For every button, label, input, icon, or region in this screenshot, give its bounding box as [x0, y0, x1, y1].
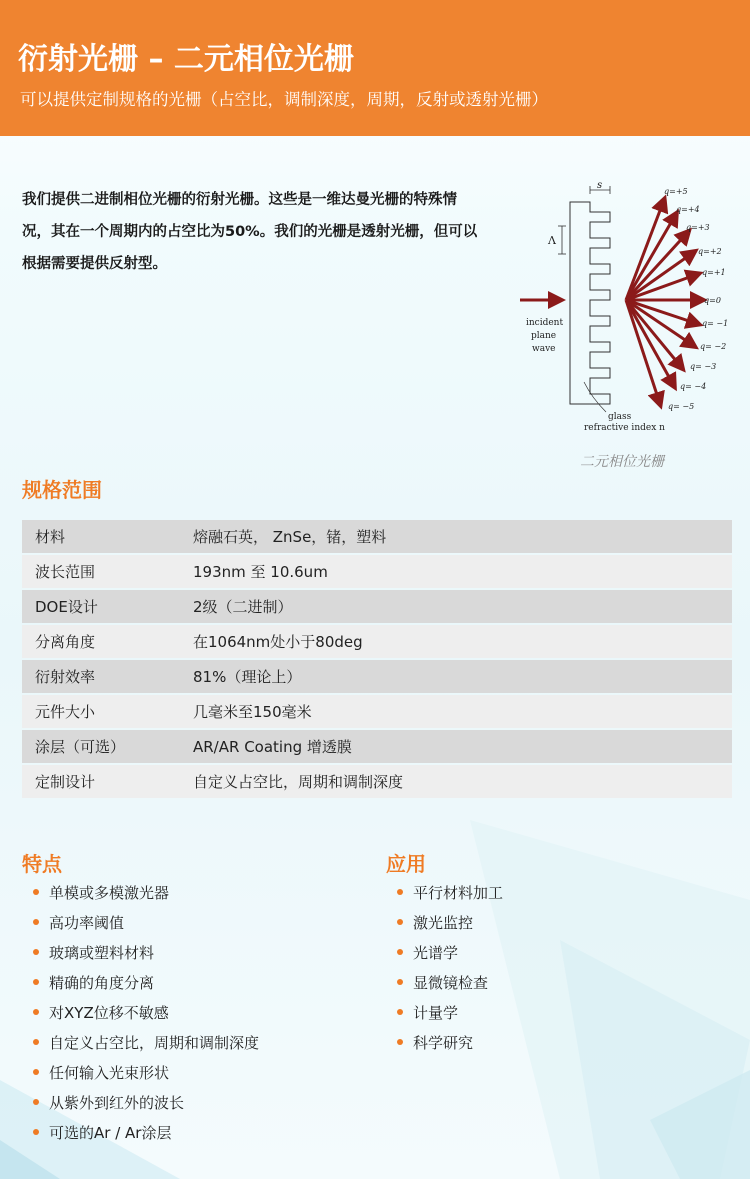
- spec-key: 材料: [35, 528, 66, 546]
- bullet-icon: [397, 949, 403, 955]
- incident-label-line3: wave: [532, 344, 556, 354]
- bullet-icon: [397, 919, 403, 925]
- features-item: [33, 1087, 259, 1117]
- incident-label-line2: plane: [531, 331, 557, 341]
- page-subtitle: 可以提供定制规格的光栅（占空比，调制深度，周期，反射或透射光栅）: [20, 90, 548, 109]
- spec-value: 自定义占空比，周期和调制深度: [193, 773, 404, 791]
- applications-item-label: 显微镜检查: [413, 973, 489, 992]
- spec-value: 在1064nm处小于80deg: [193, 633, 363, 651]
- glass-label-line1: glass: [608, 412, 632, 422]
- specs-heading: 规格范围: [22, 478, 102, 502]
- features-item-label: 可选的Ar / Ar涂层: [49, 1123, 172, 1142]
- bullet-icon: [397, 889, 403, 895]
- features-item-label: 单模或多模激光器: [49, 883, 170, 902]
- features-item-label: 从紫外到红外的波长: [49, 1093, 185, 1112]
- bullet-icon: [33, 979, 39, 985]
- spec-value: AR/AR Coating 增透膜: [193, 738, 352, 756]
- spec-value: 193nm 至 10.6um: [193, 563, 328, 581]
- bullet-icon: [397, 1039, 403, 1045]
- applications-item: [397, 937, 503, 967]
- spec-key: 衍射效率: [35, 668, 96, 686]
- applications-item: [397, 1027, 503, 1057]
- applications-item: [397, 877, 503, 907]
- features-item: [33, 967, 259, 997]
- order-label: q=+4: [676, 205, 700, 214]
- features-list: [33, 877, 259, 1147]
- order-label: q=+1: [702, 268, 726, 277]
- diagram-caption: 二元相位光栅: [580, 454, 664, 470]
- features-item-label: 玻璃或塑料材料: [49, 943, 155, 962]
- bullet-icon: [33, 949, 39, 955]
- spec-key: 分离角度: [35, 633, 96, 651]
- features-item-label: 任何输入光束形状: [49, 1063, 170, 1082]
- binary-grating-diagram: [514, 176, 740, 436]
- order-arrows: [626, 187, 728, 411]
- period-s-label: s: [597, 180, 603, 191]
- features-item-label: 自定义占空比，周期和调制深度: [49, 1033, 260, 1052]
- order-label: q=+2: [698, 247, 722, 256]
- applications-item-label: 光谱学: [413, 943, 459, 962]
- order-label: q=+5: [664, 187, 688, 196]
- features-item: [33, 1057, 259, 1087]
- spec-key: 元件大小: [35, 703, 96, 721]
- page-header: [0, 0, 750, 136]
- applications-item: [397, 967, 503, 997]
- intro-paragraph: 我们提供二进制相位光栅的衍射光栅。这些是一维达曼光栅的特殊情况，其在一个周期内的占空比为50%。我们的光栅是透射光栅，但可以根据需要提供反射型。: [22, 192, 478, 272]
- spec-row: [22, 730, 732, 763]
- spec-value: 几毫米至150毫米: [193, 703, 312, 721]
- bullet-icon: [33, 1129, 39, 1135]
- features-item-label: 对XYZ位移不敏感: [49, 1003, 169, 1022]
- features-item-label: 精确的角度分离: [49, 973, 155, 992]
- applications-item-label: 平行材料加工: [413, 883, 504, 902]
- spec-row: [22, 520, 732, 553]
- bullet-icon: [397, 1009, 403, 1015]
- features-item: [33, 1117, 259, 1147]
- bullet-icon: [33, 889, 39, 895]
- order-label: q= −5: [668, 402, 695, 411]
- applications-heading: 应用: [386, 852, 426, 876]
- features-item-label: 高功率阈值: [49, 913, 125, 932]
- glass-label-line2: refractive index n: [584, 423, 665, 433]
- bullet-icon: [33, 1069, 39, 1075]
- spec-row: [22, 765, 732, 798]
- bullet-icon: [33, 1009, 39, 1015]
- bullet-icon: [33, 1039, 39, 1045]
- lambda-label: Λ: [548, 234, 556, 247]
- spec-table: [22, 520, 732, 800]
- features-item: [33, 877, 259, 907]
- spec-key: 涂层（可选）: [35, 738, 126, 756]
- order-label: q= −2: [700, 342, 727, 351]
- spec-key: DOE设计: [35, 598, 98, 616]
- features-item: [33, 937, 259, 967]
- spec-value: 熔融石英， ZnSe，锗，塑料: [193, 528, 387, 546]
- features-item: [33, 907, 259, 937]
- incident-label-line1: incident: [526, 318, 564, 328]
- spec-value: 81%（理论上）: [193, 668, 302, 686]
- bullet-icon: [33, 1099, 39, 1105]
- spec-row: [22, 625, 732, 658]
- order-label: q=+3: [686, 223, 710, 232]
- grating-profile: [570, 202, 610, 404]
- applications-item-label: 激光监控: [413, 913, 474, 932]
- page-title: 衍射光栅 – 二元相位光栅: [18, 42, 354, 77]
- order-label: q= −1: [702, 319, 729, 328]
- order-label: q=0: [704, 296, 721, 305]
- bullet-icon: [397, 979, 403, 985]
- spec-row: [22, 590, 732, 623]
- order-label: q= −4: [680, 382, 707, 391]
- spec-row: [22, 695, 732, 728]
- order-label: q= −3: [690, 362, 717, 371]
- spec-row: [22, 555, 732, 588]
- spec-key: 定制设计: [35, 773, 96, 791]
- bullet-icon: [33, 919, 39, 925]
- applications-list: [397, 877, 503, 1057]
- applications-item: [397, 997, 503, 1027]
- applications-item-label: 科学研究: [413, 1033, 474, 1052]
- features-item: [33, 1027, 259, 1057]
- spec-value: 2级（二进制）: [193, 598, 293, 616]
- features-heading: 特点: [22, 852, 62, 876]
- applications-item: [397, 907, 503, 937]
- applications-item-label: 计量学: [413, 1003, 459, 1022]
- features-item: [33, 997, 259, 1027]
- spec-row: [22, 660, 732, 693]
- spec-key: 波长范围: [35, 563, 96, 581]
- order-arrow: [626, 214, 676, 300]
